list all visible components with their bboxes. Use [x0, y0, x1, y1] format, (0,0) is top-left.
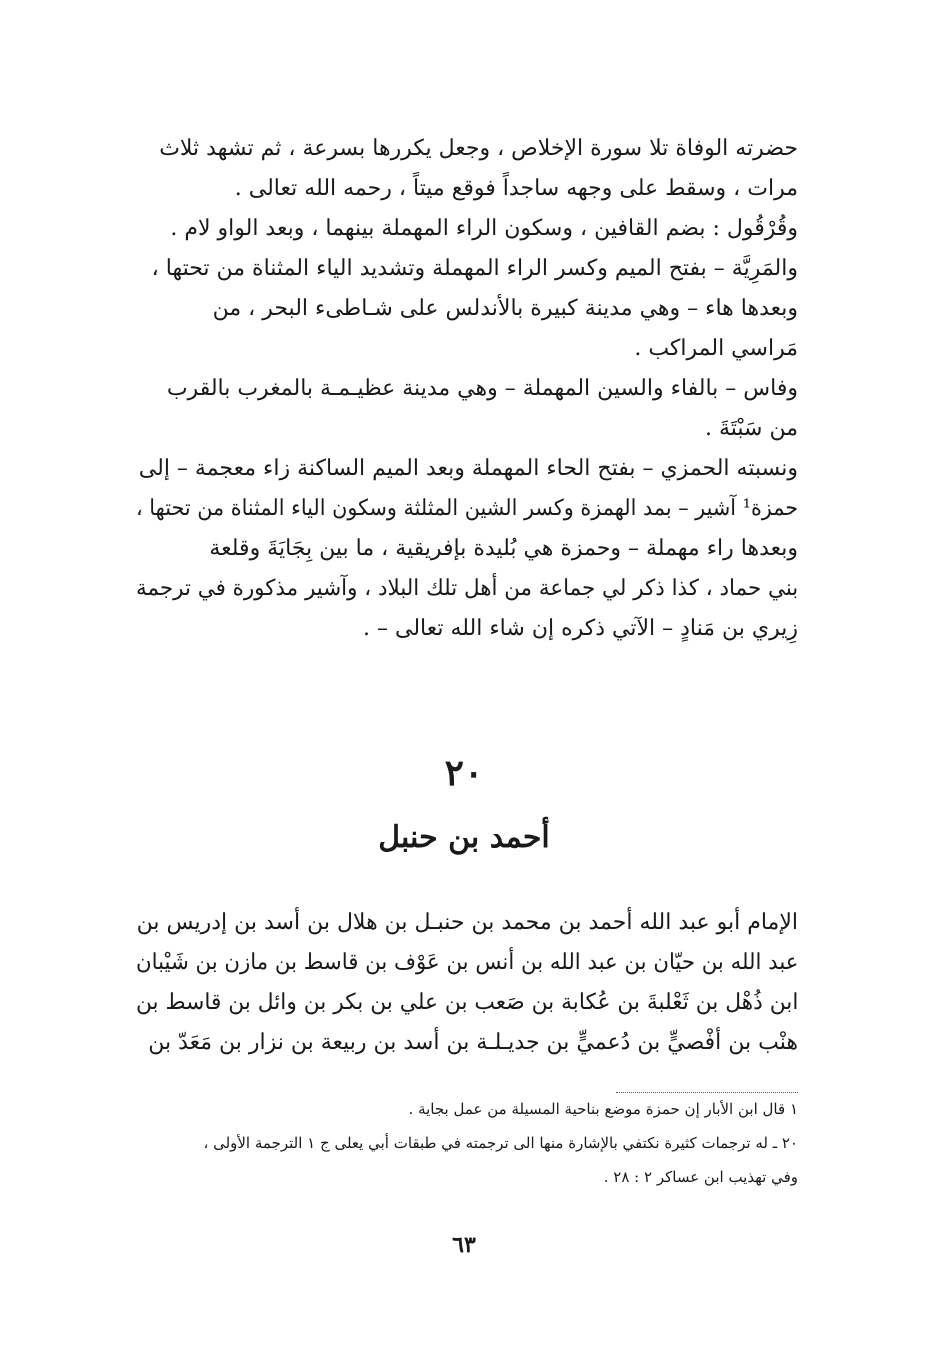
text-line: من سَبْتَةَ . — [704, 416, 798, 441]
bio-line: الإمام أبو عبد الله أحمد بن محمد بن حنبـل بن هلال بن أسد بن إدريس بن — [136, 910, 798, 935]
page-number: ٦٣ — [452, 1232, 476, 1258]
footnote-line: ١ قال ابن الأبار إن حمزة موضع بناحية المسيلة من عمل بجاية . — [408, 1100, 798, 1118]
text-line: ونسبته الحمزي – بفتح الحاء المهملة وبعد الميم الساكنة زاء معجمة – إلى — [138, 456, 798, 481]
text-line: مرات ، وسقط على وجهه ساجداً فوقع ميتاً ، رحمه الله تعالى . — [234, 176, 798, 201]
footnote-line: وفي تهذيب ابن عساكر ٢ : ٢٨ . — [603, 1168, 798, 1186]
text-line: وبعدها راء مهملة – وحمزة هي بُليدة بإفريقية ، ما بين بِجَايَةَ وقلعة — [209, 536, 798, 561]
text-line: وقُرْقُول : بضم القافين ، وسكون الراء المهملة بينهما ، وبعد الواو لام . — [170, 216, 798, 241]
text-line: بني حماد ، كذا ذكر لي جماعة من أهل تلك البلاد ، وآشير مذكورة في ترجمة — [135, 576, 798, 601]
text-line: زِيري بن مَنادٍ – الآتي ذكره إن شاء الله تعالى – . — [363, 616, 798, 641]
text-line: حمزة¹ آشير – بمد الهمزة وكسر الشين المثلثة وسكون الياء المثناة من تحتها ، — [135, 496, 798, 521]
bio-line: عبد الله بن حيّان بن عبد الله بن أنس بن عَوْف بن قاسط بن مازن بن شَيْبان — [135, 950, 798, 975]
section-number: ٢٠ — [444, 752, 484, 794]
section-title: أحمد بن حنبل — [378, 820, 550, 855]
text-line: والمَرِيَّة – بفتح الميم وكسر الراء المهملة وتشديد الياء المثناة من تحتها ، — [151, 256, 798, 281]
footnote-divider — [616, 1092, 798, 1093]
bio-line: ابن ذُهْل بن ثَعْلبةَ بن عُكابة بن صَعب بن علي بن بكر بن وائل بن قاسط بن — [135, 990, 798, 1015]
text-line: وفاس – بالفاء والسين المهملة – وهي مدينة عظيـمـة بالمغرب بالقرب — [166, 376, 798, 401]
text-line: حضرته الوفاة تلا سورة الإخلاص ، وجعل يكررها بسرعة ، ثم تشهد ثلاث — [159, 136, 798, 161]
footnotes-block — [136, 1100, 798, 1210]
footnote-line: ٢٠ ـ له ترجمات كثيرة نكتفي بالإشارة منها الى ترجمته في طبقات أبي يعلى ج ١ الترجمة الأولى ، — [203, 1134, 798, 1152]
biography-text-block — [136, 910, 798, 1070]
text-line: وبعدها هاء – وهي مدينة كبيرة بالأندلس على شـاطىء البحر ، من — [212, 296, 798, 321]
continued-text-block — [136, 136, 798, 666]
text-line: مَراسي المراكب . — [634, 336, 798, 361]
bio-line: هنْب بن أفْصيٍّ بن دُعميٍّ بن جديـلـة بن أسد بن ربيعة بن نزار بن مَعَدّ بن — [148, 1030, 798, 1055]
